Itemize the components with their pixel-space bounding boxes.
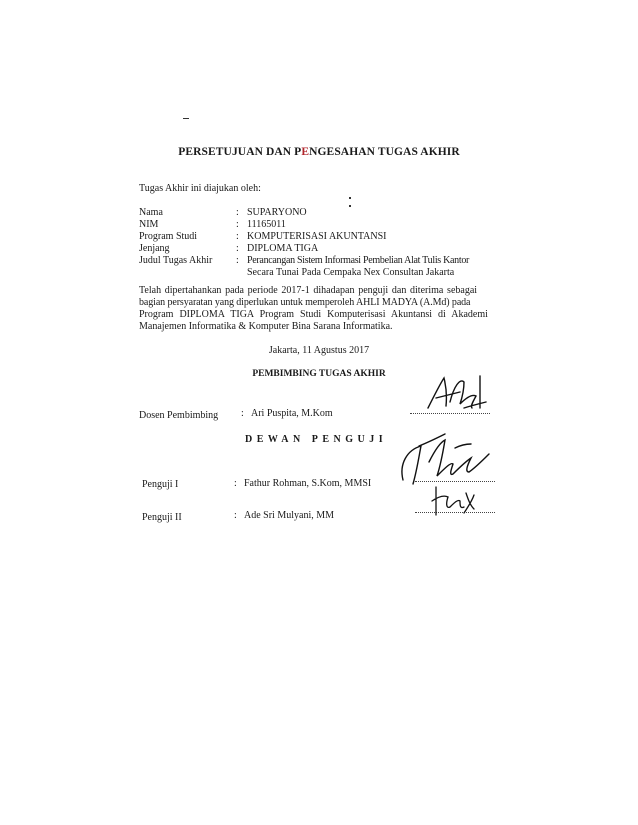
supervisor-label: Dosen Pembimbing — [139, 410, 219, 421]
field-value-thesis-title-line2: Secara Tunai Pada Cempaka Nex Consultan Jakarta — [247, 267, 455, 278]
scan-speck — [349, 197, 351, 199]
examiner-1-name: Fathur Rohman, S.Kom, MMSI — [244, 478, 372, 489]
examiner-2-name: Ade Sri Mulyani, MM — [244, 510, 334, 521]
intro-text: Tugas Akhir ini diajukan oleh: — [139, 183, 261, 194]
field-value-level: DIPLOMA TIGA — [247, 243, 319, 254]
board-heading: DEWAN PENGUJI — [245, 434, 388, 445]
page-mark — [183, 118, 189, 119]
field-colon: : — [234, 478, 237, 489]
title-part-1: PERSETUJUAN DAN P — [178, 146, 302, 158]
field-colon: : — [236, 219, 239, 230]
title-part-2: NGESAHAN TUGAS AKHIR — [309, 146, 460, 158]
field-label-nim: NIM — [139, 219, 159, 230]
paragraph-line: bagian persyaratan yang diperlukan untuk memperoleh AHLI MADYA (A.Md) pada — [139, 297, 471, 308]
examiner-2-label: Penguji II — [142, 512, 182, 523]
field-colon: : — [236, 255, 239, 266]
examiner-1-label: Penguji I — [142, 479, 179, 490]
document-title — [0, 146, 638, 158]
examiner-2-signature — [430, 483, 480, 517]
supervisor-heading: PEMBIMBING TUGAS AKHIR — [252, 369, 386, 379]
field-label-program: Program Studi — [139, 231, 198, 242]
field-label-name: Nama — [139, 207, 163, 218]
place-and-date: Jakarta, 11 Agustus 2017 — [268, 345, 370, 356]
field-colon: : — [236, 231, 239, 242]
field-label-thesis-title: Judul Tugas Akhir — [139, 255, 213, 266]
field-colon: : — [241, 408, 244, 419]
field-colon: : — [236, 243, 239, 254]
scan-speck — [349, 205, 351, 207]
paragraph-line: Program DIPLOMA TIGA Program Studi Komputerisasi Akuntansi di Akademi — [139, 309, 488, 320]
field-value-name: SUPARYONO — [247, 207, 307, 218]
field-colon: : — [234, 510, 237, 521]
supervisor-signature — [420, 372, 490, 414]
field-colon: : — [236, 207, 239, 218]
supervisor-name: Ari Puspita, M.Kom — [251, 408, 333, 419]
paragraph-line: Telah dipertahankan pada periode 2017-1 dihadapan penguji dan diterima sebagai — [139, 285, 478, 296]
examiner-1-signature — [395, 428, 495, 490]
paragraph-line: Manajemen Informatika & Komputer Bina Sarana Informatika. — [139, 321, 393, 332]
field-value-nim: 11165011 — [247, 219, 286, 230]
field-label-level: Jenjang — [139, 243, 170, 254]
field-value-program: KOMPUTERISASI AKUNTANSI — [247, 231, 387, 242]
approval-paragraph — [139, 285, 491, 333]
title-red-letter: E — [301, 146, 310, 158]
field-value-thesis-title: Perancangan Sistem Informasi Pembelian Alat Tulis Kantor — [247, 255, 470, 266]
